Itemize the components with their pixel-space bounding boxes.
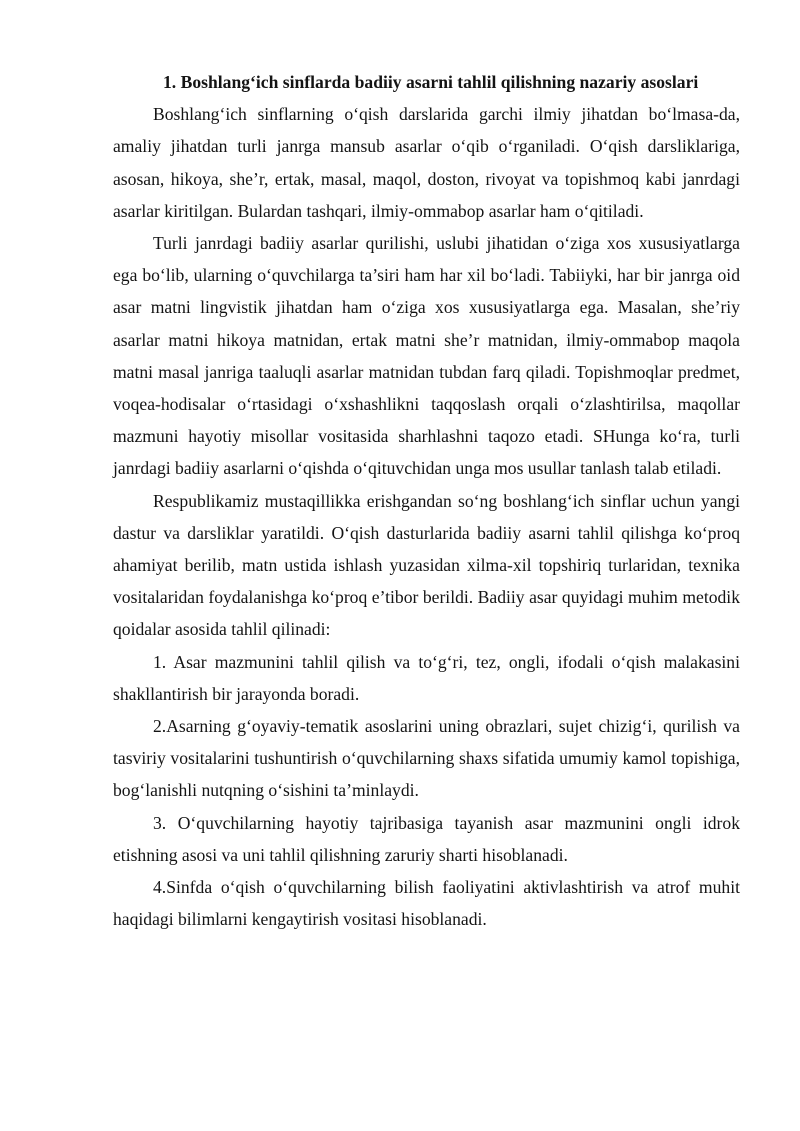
rule-item-1: 1. Asar mazmunini tahlil qilish va to‘g‘ri, tez, ongli, ifodali o‘qish malakasini shakllantirish bir jarayonda boradi. <box>113 651 740 704</box>
paragraph-genres: Turli janrdagi badiiy asarlar qurilishi, uslubi jihatidan o‘ziga xos xususiyatlarga ega bo‘lib, ularning o‘quvchilarga ta’siri ham har xil bo‘ladi. Tabiiyki, har bir janrga oid asar matni lingvistik jihatdan ham o‘ziga xos xususiyatlarga ega. Masalan, she’riy asarlar matni hikoya matnidan, ertak matni she’r matnidan, ilmiy-ommabop maqola matni masal janriga taaluqli asarlar matnidan tubdan farq qiladi. Topishmoqlar predmet, voqea-hodisalar o‘rtasidagi o‘xshashlikni taqqoslash orqali o‘zlashtirilsa, maqollar mazmuni hayotiy misollar vositasida sharhlashni taqozo etadi. SHunga ko‘ra, turli janrdagi badiiy asarlarni o‘qishda o‘qituvchidan unga mos usullar tanlash talab etiladi. <box>113 233 740 479</box>
rule-item-3: 3. O‘quvchilarning hayotiy tajribasiga tayanish asar mazmunini ongli idrok etishning asosi va uni tahlil qilishning zaruriy sharti hisoblanadi. <box>113 812 740 865</box>
section-heading: 1. Boshlang‘ich sinflarda badiiy asarni tahlil qilishning nazariy asoslari <box>163 72 699 92</box>
document-page <box>113 66 740 935</box>
paragraph-intro: Boshlang‘ich sinflarning o‘qish darslarida garchi ilmiy jihatdan bo‘lmasa-da, amaliy jihatdan turli janrga mansub asarlar o‘qib o‘rganiladi. O‘qish darsliklariga, asosan, hikoya, she’r, ertak, masal, maqol, doston, rivoyat va topishmoq kabi janrdagi asarlar kiritilgan. Bulardan tashqari, ilmiy-ommabop asarlar ham o‘qitiladi. <box>113 104 740 221</box>
rule-item-2: 2.Asarning g‘oyaviy-tematik asoslarini uning obrazlari, sujet chizig‘i, qurilish va tasviriy vositalarini tushuntirish o‘quvchilarning shaxs sifatida umumiy kamol topishiga, bog‘lanishli nutqning o‘sishini ta’minlaydi. <box>113 716 740 801</box>
paragraph-curriculum: Respublikamiz mustaqillikka erishgandan so‘ng boshlang‘ich sinflar uchun yangi dastur va darsliklar yaratildi. O‘qish dasturlarida badiiy asarni tahlil qilishga ko‘proq ahamiyat berilib, matn ustida ishlash yuzasidan xilma-xil topshiriq turlaridan, texnika vositalaridan foydalanishga ko‘proq e’tibor berildi. Badiiy asar quyidagi muhim metodik qoidalar asosida tahlil qilinadi: <box>113 490 740 640</box>
rule-item-4: 4.Sinfda o‘qish o‘quvchilarning bilish faoliyatini aktivlashtirish va atrof muhit haqidagi bilimlarni kengaytirish vositasi hisoblanadi. <box>113 877 740 930</box>
